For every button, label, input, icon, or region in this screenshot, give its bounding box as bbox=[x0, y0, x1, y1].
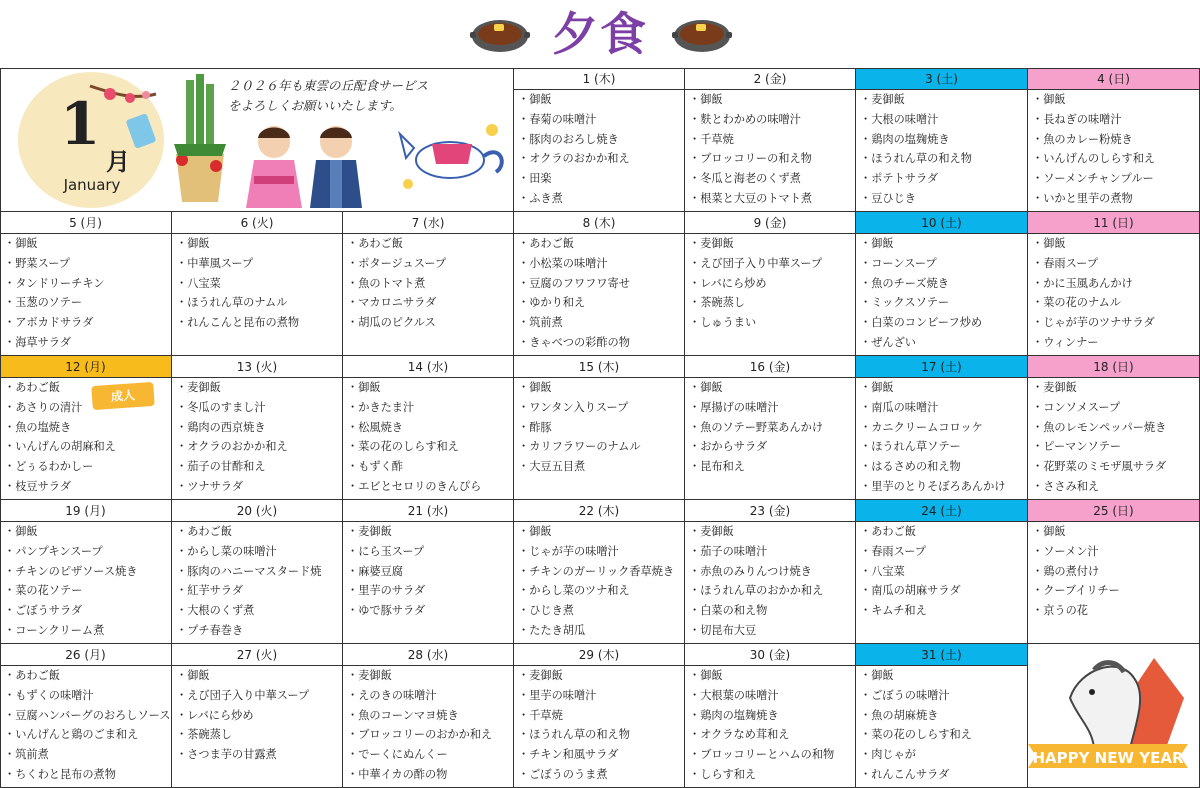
menu-item: ・ 根菜と大豆のトマト煮 bbox=[689, 189, 855, 209]
page-title: 夕食 bbox=[552, 7, 648, 61]
day-cell bbox=[172, 356, 343, 500]
menu-item: ・ にら玉スープ bbox=[347, 542, 513, 562]
day-date: 21 (水) bbox=[343, 500, 513, 522]
menu-item: ・ 大根の味噌汁 bbox=[860, 110, 1027, 130]
day-cell bbox=[685, 68, 856, 212]
menu-item: ・ ブロッコリーのおかか和え bbox=[347, 725, 513, 745]
menu-list bbox=[172, 666, 342, 765]
menu-item: ・ 春雨スープ bbox=[1032, 254, 1199, 274]
menu-item: ・ 小松菜の味噌汁 bbox=[518, 254, 684, 274]
day-date: 30 (金) bbox=[685, 644, 855, 666]
menu-item: ・ ほうれん草のおかか和え bbox=[689, 581, 855, 601]
steak-pan-icon bbox=[672, 12, 732, 54]
menu-item: ・ 切昆布大豆 bbox=[689, 621, 855, 641]
menu-item: ・ ゆかり和え bbox=[518, 293, 684, 313]
menu-item: ・ コーンスープ bbox=[860, 254, 1027, 274]
menu-item: ・ あわご飯 bbox=[176, 522, 342, 542]
menu-item: ・ 厚揚げの味噌汁 bbox=[689, 398, 855, 418]
day-date: 16 (金) bbox=[685, 356, 855, 378]
day-date: 9 (金) bbox=[685, 212, 855, 234]
menu-list bbox=[343, 666, 513, 785]
greeting-text bbox=[228, 76, 498, 116]
menu-item: ・ カニクリームコロッケ bbox=[860, 418, 1027, 438]
menu-item: ・ 御飯 bbox=[518, 378, 684, 398]
menu-item: ・ チキン和風サラダ bbox=[518, 745, 684, 765]
coming-of-age-badge: 成人 bbox=[91, 382, 155, 410]
menu-item: ・ 御飯 bbox=[4, 522, 171, 542]
day-date: 27 (火) bbox=[172, 644, 342, 666]
menu-item: ・ ほうれん草ソテー bbox=[860, 437, 1027, 457]
menu-list bbox=[514, 378, 684, 477]
menu-item: ・ 胡瓜のピクルス bbox=[347, 313, 513, 333]
menu-item: ・ じゃが芋のツナサラダ bbox=[1032, 313, 1199, 333]
menu-item: ・ ゆで豚サラダ bbox=[347, 601, 513, 621]
menu-item: ・ きゃべつの彩酢の物 bbox=[518, 333, 684, 353]
menu-item: ・ ほうれん草の和え物 bbox=[518, 725, 684, 745]
menu-item: ・ 御飯 bbox=[4, 234, 171, 254]
day-date: 22 (木) bbox=[514, 500, 684, 522]
month-badge bbox=[18, 72, 164, 208]
menu-item: ・ レバにら炒め bbox=[689, 274, 855, 294]
day-cell bbox=[514, 500, 685, 644]
menu-item: ・ 豆ひじき bbox=[860, 189, 1027, 209]
menu-item: ・ 茄子の味噌汁 bbox=[689, 542, 855, 562]
day-cell bbox=[856, 500, 1028, 644]
day-date: 4 (日) bbox=[1028, 68, 1199, 90]
menu-calendar bbox=[0, 68, 1200, 788]
day-date: 23 (金) bbox=[685, 500, 855, 522]
day-date: 29 (木) bbox=[514, 644, 684, 666]
menu-list bbox=[1028, 522, 1199, 621]
day-date: 8 (木) bbox=[514, 212, 684, 234]
menu-item: ・ 御飯 bbox=[1032, 522, 1199, 542]
menu-list bbox=[856, 666, 1027, 785]
menu-item: ・ じゃが芋の味噌汁 bbox=[518, 542, 684, 562]
menu-list bbox=[685, 378, 855, 477]
day-date: 11 (日) bbox=[1028, 212, 1199, 234]
day-date: 20 (火) bbox=[172, 500, 342, 522]
menu-item: ・ 麦御飯 bbox=[860, 90, 1027, 110]
menu-item: ・ タンドリーチキン bbox=[4, 274, 171, 294]
menu-item: ・ 里芋の味噌汁 bbox=[518, 686, 684, 706]
day-date: 6 (火) bbox=[172, 212, 342, 234]
menu-item: ・ 御飯 bbox=[689, 378, 855, 398]
day-date: 17 (土) bbox=[856, 356, 1027, 378]
day-cell bbox=[856, 644, 1028, 788]
menu-item: ・ あわご飯 bbox=[347, 234, 513, 254]
menu-item: ・ ささみ和え bbox=[1032, 477, 1199, 497]
page-header bbox=[0, 0, 1200, 68]
menu-item: ・ 茶碗蒸し bbox=[689, 293, 855, 313]
menu-list bbox=[514, 234, 684, 353]
menu-item: ・ 御飯 bbox=[1032, 234, 1199, 254]
day-date: 12 (月) bbox=[0, 356, 171, 378]
menu-item: ・ 御飯 bbox=[860, 234, 1027, 254]
day-cell bbox=[0, 644, 172, 788]
menu-list bbox=[685, 522, 855, 641]
menu-item: ・ 里芋のサラダ bbox=[347, 581, 513, 601]
menu-list bbox=[1028, 234, 1199, 353]
menu-item: ・ オクラのおかか和え bbox=[518, 149, 684, 169]
menu-item: ・ ポテトサラダ bbox=[860, 169, 1027, 189]
day-cell bbox=[172, 212, 343, 356]
menu-item: ・ 麦御飯 bbox=[347, 666, 513, 686]
menu-list bbox=[172, 234, 342, 333]
menu-item: ・ ふき煮 bbox=[518, 189, 684, 209]
menu-item: ・ コーンクリーム煮 bbox=[4, 621, 171, 641]
menu-item: ・ チキンのガーリック香草焼き bbox=[518, 562, 684, 582]
menu-list bbox=[0, 234, 171, 353]
menu-item: ・ カリフラワーのナムル bbox=[518, 437, 684, 457]
menu-item: ・ 麩とわかめの味噌汁 bbox=[689, 110, 855, 130]
menu-item: ・ ウィンナー bbox=[1032, 333, 1199, 353]
day-date: 5 (月) bbox=[0, 212, 171, 234]
menu-item: ・ 豆腐のフワフワ寄せ bbox=[518, 274, 684, 294]
menu-item: ・ あわご飯 bbox=[4, 378, 171, 398]
menu-item: ・ 麦御飯 bbox=[689, 234, 855, 254]
day-cell bbox=[685, 356, 856, 500]
day-date: 10 (土) bbox=[856, 212, 1027, 234]
menu-item: ・ 魚のソテー野菜あんかけ bbox=[689, 418, 855, 438]
menu-item: ・ ちくわと昆布の煮物 bbox=[4, 765, 171, 785]
day-cell bbox=[343, 644, 514, 788]
menu-item: ・ いんげんのしらす和え bbox=[1032, 149, 1199, 169]
menu-item: ・ 千草焼 bbox=[518, 706, 684, 726]
menu-item: ・ アボカドサラダ bbox=[4, 313, 171, 333]
day-cell bbox=[856, 212, 1028, 356]
menu-item: ・ 玉葱のソテー bbox=[4, 293, 171, 313]
day-date: 15 (木) bbox=[514, 356, 684, 378]
menu-list bbox=[172, 522, 342, 641]
day-date: 18 (日) bbox=[1028, 356, 1199, 378]
menu-item: ・ 千草焼 bbox=[689, 130, 855, 150]
menu-item: ・ しらす和え bbox=[689, 765, 855, 785]
day-cell bbox=[856, 68, 1028, 212]
menu-item: ・ オクラなめ茸和え bbox=[689, 725, 855, 745]
menu-item: ・ れんこんサラダ bbox=[860, 765, 1027, 785]
menu-item: ・ オクラのおかか和え bbox=[176, 437, 342, 457]
menu-item: ・ ブロッコリーとハムの和物 bbox=[689, 745, 855, 765]
day-cell bbox=[1028, 68, 1200, 212]
day-cell bbox=[685, 212, 856, 356]
happy-new-year-text: HAPPY NEW YEAR bbox=[1032, 749, 1184, 767]
day-cell bbox=[685, 500, 856, 644]
menu-item: ・ 御飯 bbox=[1032, 90, 1199, 110]
menu-item: ・ 豚肉のおろし焼き bbox=[518, 130, 684, 150]
day-cell bbox=[1028, 500, 1200, 644]
menu-item: ・ からし菜の味噌汁 bbox=[176, 542, 342, 562]
menu-item: ・ 筑前煮 bbox=[4, 745, 171, 765]
day-cell bbox=[343, 500, 514, 644]
menu-item: ・ さつま芋の甘露煮 bbox=[176, 745, 342, 765]
menu-item: ・ クーブイリチー bbox=[1032, 581, 1199, 601]
day-cell bbox=[172, 644, 343, 788]
kadomatsu-icon bbox=[168, 74, 232, 208]
menu-item: ・ エビとセロリのきんぴら bbox=[347, 477, 513, 497]
menu-item: ・ 麦御飯 bbox=[689, 522, 855, 542]
menu-item: ・ 茄子の甘酢和え bbox=[176, 457, 342, 477]
menu-item: ・ 魚のチーズ焼き bbox=[860, 274, 1027, 294]
menu-item: ・ もずく酢 bbox=[347, 457, 513, 477]
menu-item: ・ ポタージュスープ bbox=[347, 254, 513, 274]
menu-item: ・ 春雨スープ bbox=[860, 542, 1027, 562]
menu-item: ・ 豆腐ハンバーグのおろしソース bbox=[4, 706, 171, 726]
menu-list bbox=[514, 90, 684, 209]
day-cell bbox=[1028, 212, 1200, 356]
menu-item: ・ 南瓜の味噌汁 bbox=[860, 398, 1027, 418]
day-date: 25 (日) bbox=[1028, 500, 1199, 522]
menu-item: ・ プチ春巻き bbox=[176, 621, 342, 641]
day-cell bbox=[514, 356, 685, 500]
day-cell bbox=[514, 68, 685, 212]
menu-item: ・ ごぼうのうま煮 bbox=[518, 765, 684, 785]
menu-list bbox=[514, 522, 684, 641]
menu-item: ・ 茶碗蒸し bbox=[176, 725, 342, 745]
menu-item: ・ ごぼうサラダ bbox=[4, 601, 171, 621]
menu-item: ・ 魚のコーンマヨ焼き bbox=[347, 706, 513, 726]
menu-item: ・ 菜の花ソテー bbox=[4, 581, 171, 601]
menu-item: ・ 魚のカレー粉焼き bbox=[1032, 130, 1199, 150]
day-date: 13 (火) bbox=[172, 356, 342, 378]
menu-item: ・ 京うの花 bbox=[1032, 601, 1199, 621]
menu-item: ・ 御飯 bbox=[176, 666, 342, 686]
menu-list bbox=[856, 522, 1027, 621]
day-cell bbox=[343, 212, 514, 356]
menu-item: ・ かに玉風あんかけ bbox=[1032, 274, 1199, 294]
menu-item: ・ あわご飯 bbox=[4, 666, 171, 686]
menu-item: ・ はるさめの和え物 bbox=[860, 457, 1027, 477]
menu-item: ・ チキンのピザソース焼き bbox=[4, 562, 171, 582]
day-cell bbox=[0, 356, 172, 500]
menu-item: ・ 冬瓜と海老のくず煮 bbox=[689, 169, 855, 189]
happy-new-year-block bbox=[1028, 644, 1200, 788]
day-date: 7 (水) bbox=[343, 212, 513, 234]
menu-item: ・ あわご飯 bbox=[518, 234, 684, 254]
menu-item: ・ 菜の花のしらす和え bbox=[860, 725, 1027, 745]
month-english: January bbox=[63, 176, 121, 194]
menu-list bbox=[856, 234, 1027, 353]
menu-item: ・ 麻婆豆腐 bbox=[347, 562, 513, 582]
menu-item: ・ ブロッコリーの和え物 bbox=[689, 149, 855, 169]
menu-list bbox=[172, 378, 342, 497]
menu-item: ・ 御飯 bbox=[518, 90, 684, 110]
menu-item: ・ 大豆五目煮 bbox=[518, 457, 684, 477]
menu-item: ・ 豚肉のハニーマスタード焼 bbox=[176, 562, 342, 582]
day-date: 31 (土) bbox=[856, 644, 1027, 666]
menu-item: ・ ソーメンチャンプルー bbox=[1032, 169, 1199, 189]
day-cell bbox=[685, 644, 856, 788]
menu-item: ・ 御飯 bbox=[518, 522, 684, 542]
menu-item: ・ いんげんと鶏のごま和え bbox=[4, 725, 171, 745]
menu-item: ・ ぜんざい bbox=[860, 333, 1027, 353]
menu-item: ・ 魚のレモンペッパー焼き bbox=[1032, 418, 1199, 438]
menu-item: ・ 鶏肉の塩麹焼き bbox=[860, 130, 1027, 150]
menu-list bbox=[514, 666, 684, 785]
menu-item: ・ 白菜のコンビーフ炒め bbox=[860, 313, 1027, 333]
menu-item: ・ ごぼうの味噌汁 bbox=[860, 686, 1027, 706]
menu-item: ・ 鶏肉の西京焼き bbox=[176, 418, 342, 438]
menu-item: ・ 花野菜のミモザ風サラダ bbox=[1032, 457, 1199, 477]
menu-item: ・ いかと里芋の煮物 bbox=[1032, 189, 1199, 209]
menu-item: ・ 麦御飯 bbox=[176, 378, 342, 398]
menu-list bbox=[685, 90, 855, 209]
month-number: 1 bbox=[60, 90, 101, 158]
menu-item: ・ 鶏肉の塩麹焼き bbox=[689, 706, 855, 726]
menu-list bbox=[856, 90, 1027, 209]
menu-list bbox=[0, 666, 171, 785]
menu-item: ・ ツナサラダ bbox=[176, 477, 342, 497]
menu-item: ・ 御飯 bbox=[689, 666, 855, 686]
menu-item: ・ いんげんの胡麻和え bbox=[4, 437, 171, 457]
menu-item: ・ かきたま汁 bbox=[347, 398, 513, 418]
menu-item: ・ キムチ和え bbox=[860, 601, 1027, 621]
day-date: 3 (土) bbox=[856, 68, 1027, 90]
menu-item: ・ 中華イカの酢の物 bbox=[347, 765, 513, 785]
menu-item: ・ 紅芋サラダ bbox=[176, 581, 342, 601]
menu-item: ・ たたき胡瓜 bbox=[518, 621, 684, 641]
day-cell bbox=[0, 500, 172, 644]
menu-item: ・ コンソメスープ bbox=[1032, 398, 1199, 418]
menu-item: ・ 筑前煮 bbox=[518, 313, 684, 333]
menu-item: ・ 八宝菜 bbox=[860, 562, 1027, 582]
menu-item: ・ 海草サラダ bbox=[4, 333, 171, 353]
menu-item: ・ 長ねぎの味噌汁 bbox=[1032, 110, 1199, 130]
menu-item: ・ ピーマンソテー bbox=[1032, 437, 1199, 457]
menu-item: ・ 魚のトマト煮 bbox=[347, 274, 513, 294]
menu-list bbox=[856, 378, 1027, 497]
greeting-line: をよろしくお願いいたします。 bbox=[228, 98, 403, 113]
day-date: 14 (水) bbox=[343, 356, 513, 378]
banner-ribbon bbox=[1028, 732, 1188, 772]
menu-item: ・ 菜の花のしらす和え bbox=[347, 437, 513, 457]
menu-item: ・ えび団子入り中華スープ bbox=[689, 254, 855, 274]
menu-list bbox=[685, 234, 855, 333]
menu-item: ・ 御飯 bbox=[689, 90, 855, 110]
day-cell bbox=[0, 212, 172, 356]
menu-item: ・ れんこんと昆布の煮物 bbox=[176, 313, 342, 333]
menu-item: ・ 麦御飯 bbox=[518, 666, 684, 686]
menu-list bbox=[343, 522, 513, 621]
menu-list bbox=[1028, 378, 1199, 497]
menu-item: ・ えび団子入り中華スープ bbox=[176, 686, 342, 706]
menu-list bbox=[343, 378, 513, 497]
menu-item: ・ 御飯 bbox=[176, 234, 342, 254]
menu-item: ・ 中華風スープ bbox=[176, 254, 342, 274]
menu-item: ・ えのきの味噌汁 bbox=[347, 686, 513, 706]
menu-item: ・ おからサラダ bbox=[689, 437, 855, 457]
menu-item: ・ 八宝菜 bbox=[176, 274, 342, 294]
menu-item: ・ 南瓜の胡麻サラダ bbox=[860, 581, 1027, 601]
menu-item: ・ ソーメン汁 bbox=[1032, 542, 1199, 562]
day-date: 2 (金) bbox=[685, 68, 855, 90]
day-date: 24 (土) bbox=[856, 500, 1027, 522]
menu-item: ・ 白菜の和え物 bbox=[689, 601, 855, 621]
menu-list bbox=[0, 522, 171, 641]
menu-item: ・ 魚の塩焼き bbox=[4, 418, 171, 438]
menu-item: ・ あわご飯 bbox=[860, 522, 1027, 542]
menu-item: ・ 魚の胡麻焼き bbox=[860, 706, 1027, 726]
menu-item: ・ ほうれん草の和え物 bbox=[860, 149, 1027, 169]
menu-item: ・ 鶏の煮付け bbox=[1032, 562, 1199, 582]
day-date: 1 (木) bbox=[514, 68, 684, 90]
menu-item: ・ どぅるわかしー bbox=[4, 457, 171, 477]
menu-item: ・ ワンタン入りスープ bbox=[518, 398, 684, 418]
day-cell bbox=[514, 644, 685, 788]
day-date: 28 (水) bbox=[343, 644, 513, 666]
menu-item: ・ レバにら炒め bbox=[176, 706, 342, 726]
menu-item: ・ ミックスソテー bbox=[860, 293, 1027, 313]
steak-pan-icon bbox=[470, 12, 530, 54]
menu-item: ・ 御飯 bbox=[347, 378, 513, 398]
intro-block bbox=[0, 68, 514, 212]
menu-list bbox=[685, 666, 855, 785]
day-date: 26 (月) bbox=[0, 644, 171, 666]
month-kanji: 月 bbox=[106, 148, 130, 176]
menu-item: ・ ほうれん草のナムル bbox=[176, 293, 342, 313]
menu-item: ・ 麦御飯 bbox=[1032, 378, 1199, 398]
greeting-line: ２０２６年も東雲の丘配食サービス bbox=[228, 78, 429, 93]
menu-item: ・ 昆布和え bbox=[689, 457, 855, 477]
menu-item: ・ もずくの味噌汁 bbox=[4, 686, 171, 706]
menu-item: ・ でーくにぬんくー bbox=[347, 745, 513, 765]
menu-item: ・ 麦御飯 bbox=[347, 522, 513, 542]
menu-item: ・ 赤魚のみりんつけ焼き bbox=[689, 562, 855, 582]
menu-item: ・ 松風焼き bbox=[347, 418, 513, 438]
menu-item: ・ 御飯 bbox=[860, 378, 1027, 398]
children-kimono-icon bbox=[232, 120, 392, 210]
menu-item: ・ 春菊の味噌汁 bbox=[518, 110, 684, 130]
menu-item: ・ 野菜スープ bbox=[4, 254, 171, 274]
menu-item: ・ からし菜のツナ和え bbox=[518, 581, 684, 601]
menu-item: ・ パンプキンスープ bbox=[4, 542, 171, 562]
menu-item: ・ 御飯 bbox=[860, 666, 1027, 686]
day-date: 19 (月) bbox=[0, 500, 171, 522]
menu-item: ・ 里芋のとりそぼろあんかけ bbox=[860, 477, 1027, 497]
menu-item: ・ 肉じゃが bbox=[860, 745, 1027, 765]
menu-item: ・ 田楽 bbox=[518, 169, 684, 189]
menu-item: ・ 大根のくず煮 bbox=[176, 601, 342, 621]
menu-list bbox=[343, 234, 513, 333]
day-cell bbox=[172, 500, 343, 644]
menu-item: ・ しゅうまい bbox=[689, 313, 855, 333]
day-cell bbox=[856, 356, 1028, 500]
menu-item: ・ 冬瓜のすまし汁 bbox=[176, 398, 342, 418]
menu-item: ・ マカロニサラダ bbox=[347, 293, 513, 313]
menu-list bbox=[1028, 90, 1199, 209]
menu-item: ・ 枝豆サラダ bbox=[4, 477, 171, 497]
menu-item: ・ 菜の花のナムル bbox=[1032, 293, 1199, 313]
menu-item: ・ 酢豚 bbox=[518, 418, 684, 438]
day-cell bbox=[1028, 356, 1200, 500]
menu-item: ・ ひじき煮 bbox=[518, 601, 684, 621]
menu-item: ・ あさりの清汁 bbox=[4, 398, 171, 418]
horse-icon bbox=[392, 118, 512, 198]
day-cell bbox=[514, 212, 685, 356]
menu-item: ・ 大根葉の味噌汁 bbox=[689, 686, 855, 706]
day-cell bbox=[343, 356, 514, 500]
